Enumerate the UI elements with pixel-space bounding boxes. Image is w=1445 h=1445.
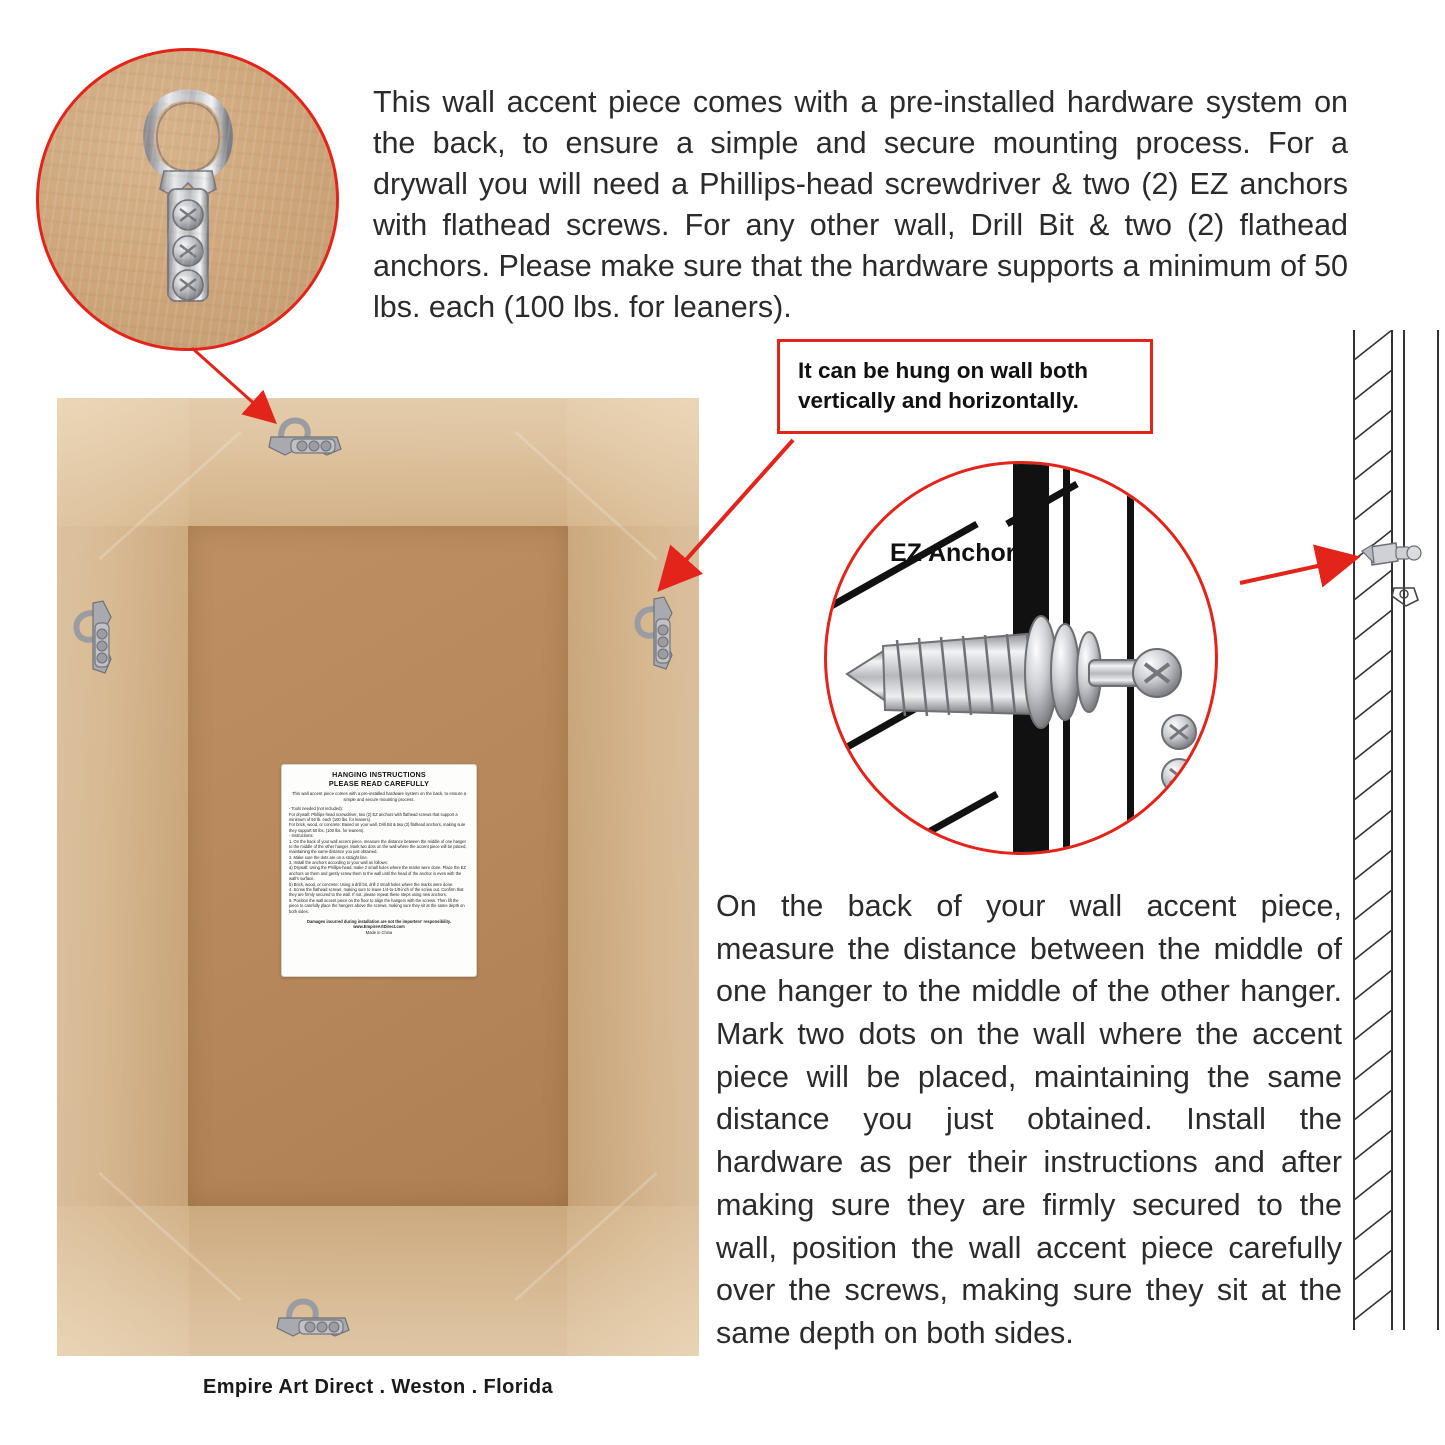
ez-anchor-diagram — [827, 464, 1218, 855]
ez-anchor-label: EZ Anchor — [890, 539, 1016, 567]
brand-line: Empire Art Direct . Weston . Florida — [202, 1376, 553, 1398]
callout-box: It can be hung on wall both vertically and horizontally. — [777, 339, 1153, 434]
hanger-top-icon — [261, 415, 347, 459]
sticker-intro: This wall accent piece comes with a pre-installed hardware system on the back, to ensure a simple and secure mounting process. — [291, 791, 467, 802]
sticker-step-3a: a) Drywall: Using the Phillips-head, make 2 small holes where the marks were done. Place the EZ anchors on them and gently screw them to the wall until the head of the anchor is even with the wall's surface. — [289, 865, 467, 882]
wall-cutaway — [1352, 330, 1445, 1330]
hanger-right-icon — [632, 589, 676, 675]
ez-anchor-detail-circle — [824, 461, 1218, 855]
sticker-title-1: HANGING INSTRUCTIONS — [332, 770, 426, 779]
sticker-step-1: 1. On the back of your wall accent piece, measure the distance between the middle of one hanger to the middle of the other hanger. Mark two dots on the wall where the accent piece will be placed, maintaining the same distance you just obtained. — [289, 838, 467, 855]
d-ring-hanger-icon — [128, 85, 248, 315]
sticker-step-2: 2. Make sure the dots are on a straight line. — [289, 854, 368, 860]
leader-anchor-to-wall — [1240, 560, 1345, 583]
sticker-step-3b: b) Brick, wood, or concrete: Using a drill bit, drill 2 small holes where the marks were done. — [289, 881, 454, 887]
sticker-disclaimer: Damages incurred during installation are not the importers' responsibility. — [307, 918, 451, 924]
sticker-step-4: 4. Screw the flathead screws, making sure to leave 1/4-to-1/8-inch of the screw out. Confirm that they are firmly secured to the wall. If not, please repeat these steps using new anchors. — [289, 887, 464, 898]
bottom-instructions-text: On the back of your wall accent piece, measure the distance between the middle of one hanger to the middle of the other hanger. Mark two dots on the wall where the accent piece will be placed, maintaining the same distance you just obtained. Install the hardware as per their instructions and after making sure they are firmly secured to the wall, position the wall accent piece carefully over the screws, making sure they sit at the same depth on both sides. — [716, 889, 1342, 1350]
sticker-step-3: 3. Install the anchors according to your wall as follows: — [289, 860, 388, 866]
sticker-instructions-heading: - Instructions: — [289, 833, 314, 839]
sticker-tools-drywall: For drywall: Phillips-head screwdriver, two (2) EZ anchors with flathead screws that support a minimum of 50 lb. each (100 lbs. for leaners). — [289, 811, 458, 822]
sticker-tools-other: For brick, wood, or concrete: Based on your wall, Drill Bit & two (2) flathead anchors, making sure they support 50 lbs. (100 lbs. for leaners). — [289, 822, 466, 833]
sticker-title-2: PLEASE READ CAREFULLY — [328, 779, 430, 788]
hanger-left-icon — [71, 593, 115, 679]
sticker-origin: Made in China — [365, 930, 393, 935]
sticker-tools-heading: - Tools needed (not included): — [289, 806, 343, 812]
hanger-detail-circle — [36, 48, 339, 351]
hanging-instructions-sticker — [281, 764, 477, 977]
sticker-website: www.EmpireArtDirect.com — [353, 924, 405, 930]
top-instructions-text: This wall accent piece comes with a pre-installed hardware system on the back, to ensure a simple and secure mounting process. For a drywall you will need a Phillips-head screwdriver & two (2) EZ anchors with flathead screws. For any other wall, Drill Bit & two (2) flathead anchors. Please make sure that the hardware supports a minimum of 50 lbs. each (100 lbs. for leaners). — [373, 85, 1348, 325]
sticker-step-5: 5. Position the wall accent piece on the floor to align the hangers with the screws. Then lift the piece to carefully place the hangers above the screws, making sure they sit at the same depth on both sides. — [289, 897, 465, 914]
hanger-bottom-icon — [269, 1296, 355, 1340]
